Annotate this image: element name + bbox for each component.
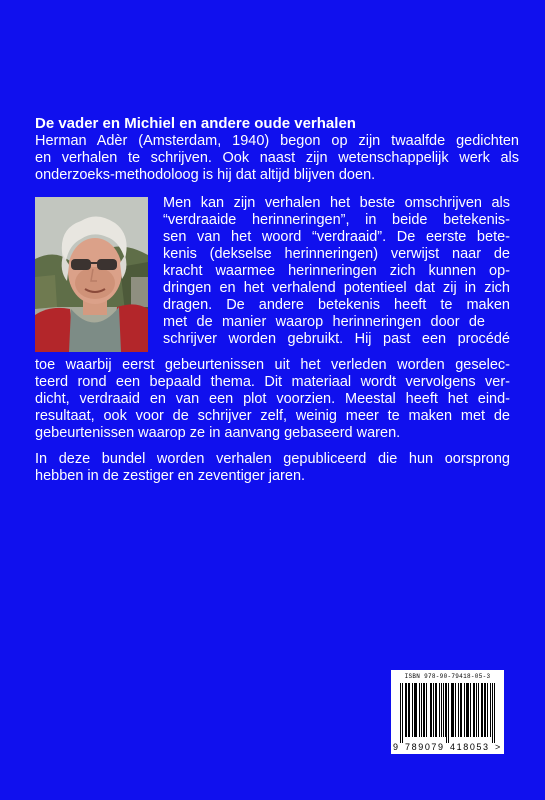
blurb-line: dicht, verdraaid en van een plot voorzien. Meestal heeft het eind-: [35, 391, 510, 407]
blurb-line: Men kan zijn verhalen het beste omschrijven als: [163, 195, 510, 211]
blurb-line: Herman Adèr (Amsterdam, 1940) begon op zijn twaalfde gedichten: [35, 133, 519, 149]
blurb-line: dringen en het verhalend potentieel dat zij in zich: [163, 280, 510, 296]
author-photo: [35, 197, 148, 352]
blurb-line: teerd rond een bepaald thema. Dit materiaal wordt vervolgens ver-: [35, 374, 510, 390]
blurb-line: gebeurtenissen waarop ze in aanvang gebaseerd waren.: [35, 425, 401, 441]
barcode-digit: >: [495, 742, 501, 752]
blurb-line: dragen. De andere betekenis heeft te maken: [163, 297, 510, 313]
blurb-line: “verdraaide herinneringen”, in beide betekenis-: [163, 212, 510, 228]
blurb-line: schrijver worden gebruikt. Hij past een procédé: [163, 331, 510, 347]
isbn-text: ISBN 978-90-79418-05-3: [404, 673, 491, 680]
barcode-digit: 789079: [405, 742, 445, 752]
book-title: De vader en Michiel en andere oude verhalen: [35, 115, 356, 132]
barcode-bars: [400, 683, 495, 743]
blurb-line: kracht waarmee herinneringen zich kunnen op-: [163, 263, 510, 279]
blurb-line: met de manier waarop herinneringen door de: [163, 314, 485, 330]
barcode-digit: 9: [393, 742, 399, 752]
barcode: [391, 670, 504, 754]
blurb-line: hebben in de zestiger en zeventiger jaren.: [35, 468, 306, 484]
blurb-line: kenis (dekselse herinneringen) verwijst naar de: [163, 246, 510, 262]
blurb-line: In deze bundel worden verhalen gepubliceerd die hun oorsprong: [35, 451, 510, 467]
blurb-line: toe waarbij eerst gebeurtenissen uit het verleden worden geselec-: [35, 357, 510, 373]
blurb-line: sen van het woord “verdraaid”. De eerste bete-: [163, 229, 510, 245]
blurb-line: resultaat, ook voor de schrijver zelf, weinig meer te maken met de: [35, 408, 510, 424]
blurb-line: en verhalen te schrijven. Ook naast zijn wetenschappelijk werk als: [35, 150, 519, 166]
blurb-line: onderzoeks-methodoloog is hij dat altijd blijven doen.: [35, 167, 376, 183]
barcode-digit: 418053: [450, 742, 490, 752]
